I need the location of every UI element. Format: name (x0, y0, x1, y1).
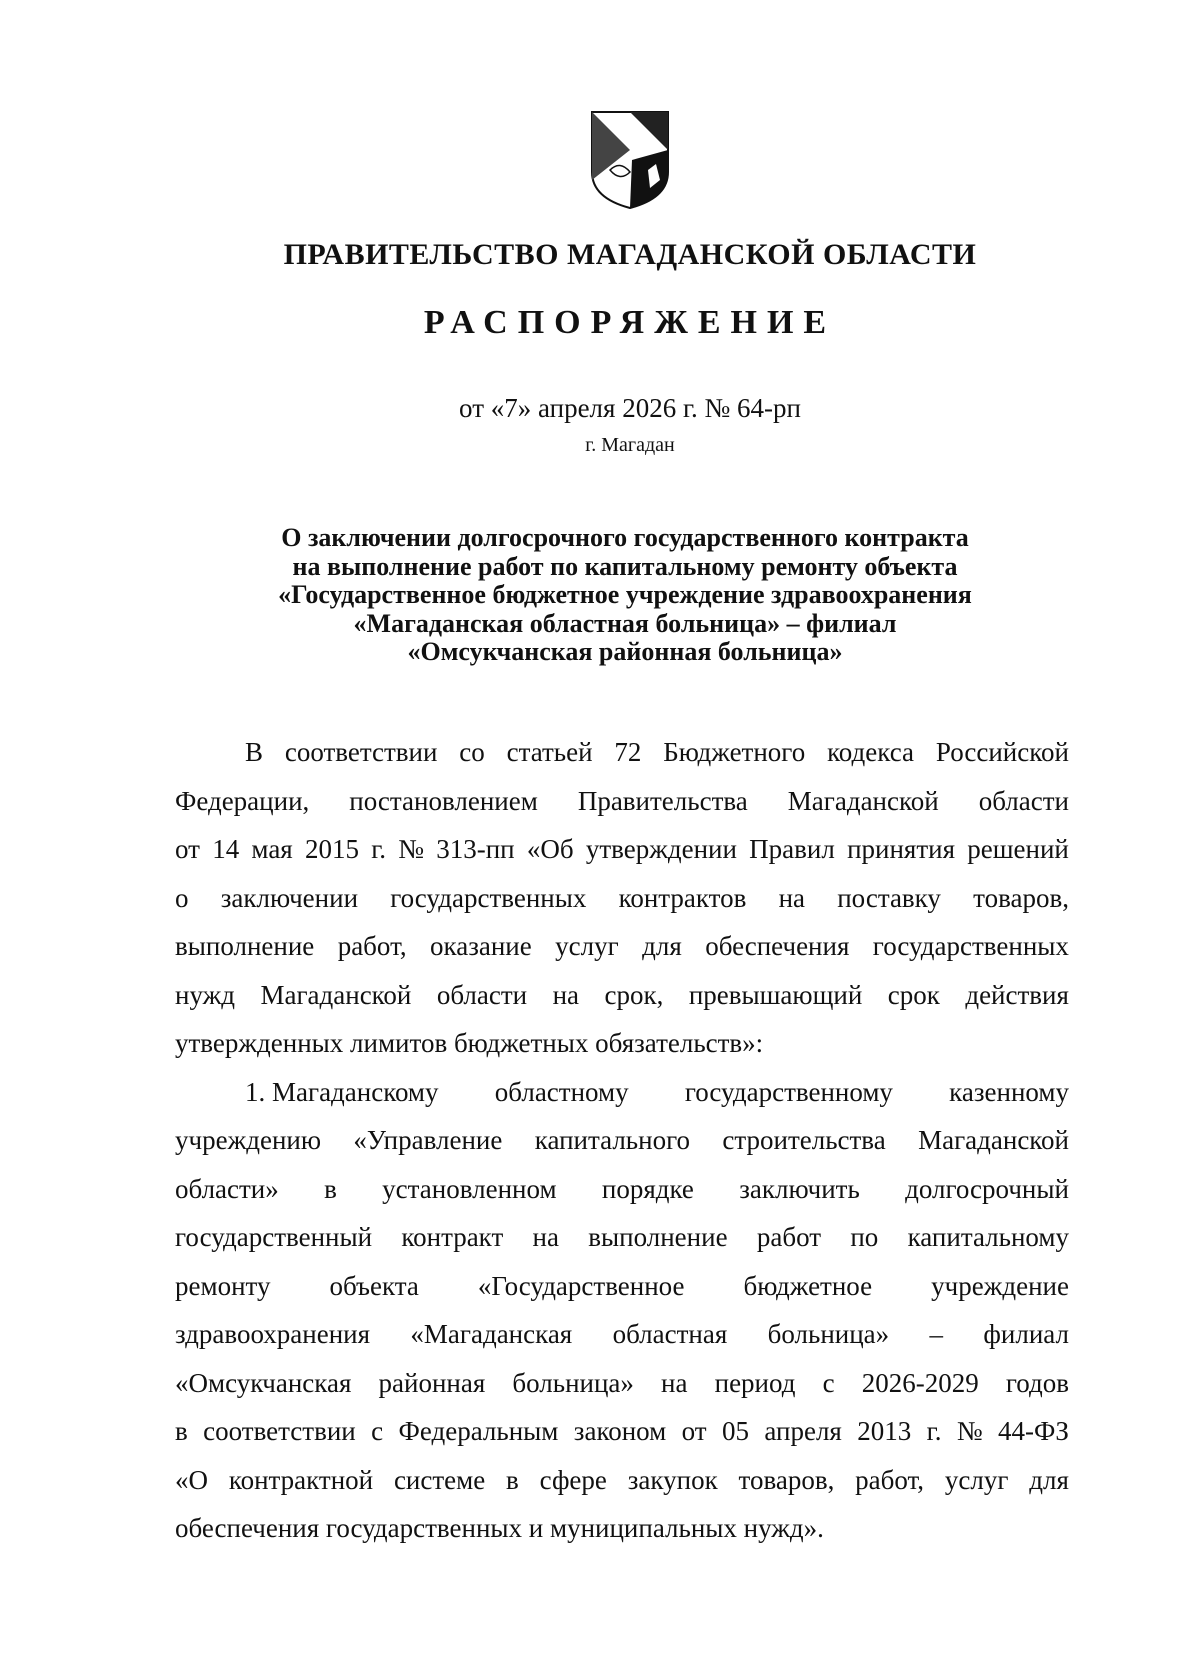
body-word: заключить (739, 1173, 860, 1204)
body-word: Правительства (577, 785, 748, 816)
body-word: г. (926, 1416, 942, 1446)
body-word: казенному (949, 1076, 1069, 1107)
document-body (175, 728, 1069, 1553)
government-title: ПРАВИТЕЛЬСТВО МАГАДАНСКОЙ ОБЛАСТИ (283, 238, 977, 271)
body-word: заключении (220, 882, 359, 913)
document-date-number: от «7» апреля 2026 г. № 64-рп (459, 393, 801, 423)
body-line (175, 825, 1069, 874)
body-word: области (436, 979, 528, 1010)
body-word: Магаданской (260, 979, 412, 1010)
body-line (175, 971, 1069, 1020)
body-word: нужд (175, 979, 235, 1010)
body-line (175, 1262, 1069, 1311)
body-word: области» (175, 1173, 279, 1204)
body-word: соответствии (284, 737, 438, 767)
body-word: с (822, 1367, 835, 1398)
body-line (175, 777, 1069, 826)
body-word: учреждению (175, 1125, 322, 1155)
body-word: системе (393, 1464, 486, 1495)
body-word: кодекса (827, 737, 914, 767)
body-word: услуг (555, 931, 619, 961)
body-line (175, 728, 1069, 777)
body-word: период (714, 1367, 796, 1398)
body-line (175, 1456, 1069, 1505)
body-word: со (459, 737, 485, 767)
body-word: областному (494, 1076, 629, 1107)
body-word: Магаданской (918, 1125, 1069, 1155)
body-word: действия (965, 979, 1069, 1010)
body-word: утвержденных лимитов бюджетных обязательств»: (175, 1028, 764, 1058)
body-word: государственных (390, 882, 587, 913)
body-word: больница» (767, 1319, 890, 1349)
body-word: от (175, 834, 200, 864)
subject-line: О заключении долгосрочного государственного контракта (281, 523, 969, 552)
body-word: поставку (837, 882, 941, 913)
body-word: для (1029, 1464, 1069, 1495)
document-city: г. Магадан (585, 434, 675, 456)
body-word: «О (175, 1464, 208, 1495)
body-word: на (552, 979, 580, 1010)
body-line (175, 1019, 1069, 1068)
body-word: В (245, 737, 264, 767)
body-word: решений (967, 834, 1069, 864)
body-line (175, 1068, 1069, 1117)
body-word: от (681, 1416, 707, 1446)
body-word: по (850, 1222, 879, 1252)
body-word: № (398, 834, 424, 864)
body-word: Федеральным (398, 1416, 559, 1446)
body-word: контрактной (228, 1464, 374, 1495)
document-type: РАСПОРЯЖЕНИЕ (423, 304, 837, 341)
body-word: в (324, 1173, 337, 1204)
body-word: «Об (526, 834, 574, 864)
body-word: ремонту (175, 1270, 271, 1301)
document-subject (0, 524, 1200, 667)
body-line (175, 922, 1069, 971)
body-word: № (956, 1416, 983, 1446)
body-word: государственных (872, 931, 1069, 961)
body-word: товаров, (738, 1464, 835, 1495)
body-word: больница» (512, 1367, 634, 1398)
body-word: утверждении (585, 834, 737, 864)
body-word: 44-ФЗ (998, 1416, 1069, 1446)
body-word: выполнение (175, 931, 315, 961)
body-word: обеспечения государственных и муниципальных нужд». (175, 1513, 824, 1543)
body-word: 2015 (304, 834, 359, 864)
body-word: работ (756, 1222, 822, 1252)
body-word: постановлением (349, 785, 538, 816)
body-word: 1. Магаданскому (245, 1076, 439, 1107)
body-word: здравоохранения (175, 1319, 371, 1349)
body-word: 14 (212, 834, 240, 864)
body-word: порядке (601, 1173, 694, 1204)
body-word: 313-пп (436, 834, 515, 864)
body-line (175, 1116, 1069, 1165)
body-word: оказание (430, 931, 532, 961)
body-word: Правил (749, 834, 835, 864)
body-word: строительства (722, 1125, 886, 1155)
body-word: сфере (539, 1464, 607, 1495)
body-word: государственный (175, 1222, 373, 1252)
body-word: статьей (506, 737, 593, 767)
body-word: 2026-2029 (861, 1367, 979, 1398)
body-word: Федерации, (175, 785, 310, 816)
body-word: соответствии (203, 1416, 356, 1446)
body-word: «Магаданская (410, 1319, 573, 1349)
body-word: – (929, 1319, 944, 1349)
body-word: закупок (627, 1464, 718, 1495)
body-word: Бюджетного (663, 737, 806, 767)
coat-of-arms-icon (590, 110, 670, 210)
body-line (175, 1213, 1069, 1262)
body-word: бюджетное (743, 1270, 873, 1301)
body-word: Российской (935, 737, 1069, 767)
body-word: товаров, (973, 882, 1069, 913)
body-line (175, 1310, 1069, 1359)
body-word: капитальному (907, 1222, 1069, 1252)
body-word: «Управление (353, 1125, 503, 1155)
body-word: г. (371, 834, 386, 864)
body-word: Магаданской (787, 785, 939, 816)
body-word: капитального (534, 1125, 690, 1155)
body-word: «Омсукчанская (175, 1367, 352, 1398)
body-word: срок, (604, 979, 664, 1010)
body-word: контракт (401, 1222, 504, 1252)
body-word: апреля (764, 1416, 842, 1446)
body-word: с (371, 1416, 384, 1446)
body-word: областная (612, 1319, 728, 1349)
body-word: принятия (847, 834, 955, 864)
body-word: объекта (329, 1270, 419, 1301)
body-word: на (778, 882, 805, 913)
body-word: услуг (944, 1464, 1009, 1495)
body-word: работ, (337, 931, 407, 961)
body-word: на (661, 1367, 688, 1398)
body-word: 05 (721, 1416, 749, 1446)
body-word: учреждение (931, 1270, 1069, 1301)
body-line (175, 874, 1069, 923)
body-word: выполнение (588, 1222, 728, 1252)
body-line (175, 1407, 1069, 1456)
body-word: работ, (855, 1464, 925, 1495)
body-word: обеспечения (705, 931, 850, 961)
body-word: в (175, 1416, 188, 1446)
body-word: о (175, 882, 189, 913)
body-word: законом (573, 1416, 667, 1446)
body-word: филиал (983, 1319, 1069, 1349)
body-word: срок (887, 979, 940, 1010)
body-line (175, 1359, 1069, 1408)
body-line (175, 1504, 1069, 1553)
body-word: долгосрочный (905, 1173, 1069, 1204)
body-word: области (978, 785, 1069, 816)
body-word: 72 (614, 737, 642, 767)
body-word: государственному (684, 1076, 893, 1107)
body-word: 2013 (857, 1416, 912, 1446)
body-word: на (532, 1222, 559, 1252)
body-word: районная (378, 1367, 486, 1398)
body-word: в (506, 1464, 519, 1495)
body-word: «Государственное (477, 1270, 685, 1301)
body-word: установленном (382, 1173, 557, 1204)
body-word: для (642, 931, 682, 961)
body-word: мая (251, 834, 293, 864)
body-line (175, 1165, 1069, 1214)
subject-line: на выполнение работ по капитальному ремонту объекта (292, 551, 958, 581)
subject-line: «Государственное бюджетное учреждение здравоохранения (278, 580, 972, 609)
subject-line: «Омсукчанская районная больница» (407, 637, 843, 666)
subject-line: «Магаданская областная больница» – филиал (353, 608, 897, 638)
body-word: контрактов (618, 882, 747, 913)
body-word: годов (1005, 1367, 1069, 1398)
body-word: превышающий (688, 979, 863, 1010)
